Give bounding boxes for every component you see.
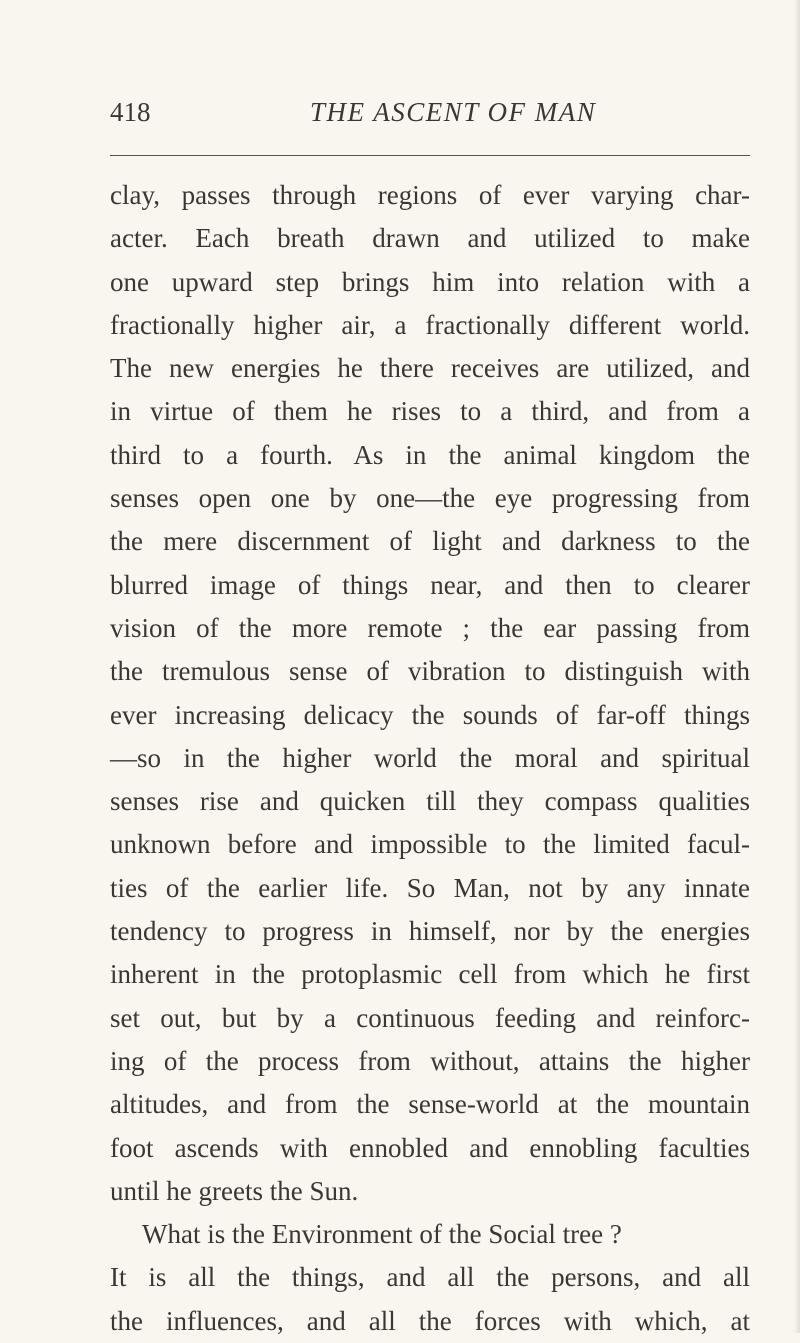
text-line: ever increasing delicacy the sounds of far-off things xyxy=(110,699,750,730)
text-line: set out, but by a continuous feeding and reinforc- xyxy=(110,1002,750,1033)
text-line: until he greets the Sun. xyxy=(110,1175,359,1206)
text-line: the influences, and all the forces with which, at xyxy=(110,1305,750,1336)
text-line: one upward step brings him into relation with a xyxy=(110,266,750,297)
page-edge-shadow xyxy=(794,0,800,1333)
text-line: the mere discernment of light and darkness to the xyxy=(110,526,750,557)
page-number: 418 xyxy=(110,97,151,127)
text-line: tendency to progress in himself, nor by the energies xyxy=(110,916,750,947)
body-text xyxy=(110,174,750,1343)
text-line: blurred image of things near, and then to clearer xyxy=(110,569,750,600)
text-line: senses open one by one—the eye progressing from xyxy=(110,483,750,514)
text-line: acter. Each breath drawn and utilized to make xyxy=(110,223,750,254)
running-title: THE ASCENT OF MAN xyxy=(310,97,597,127)
text-line: foot ascends with ennobled and ennobling faculties xyxy=(110,1132,750,1163)
text-line: fractionally higher air, a fractionally different world. xyxy=(110,309,750,340)
text-line: altitudes, and from the sense-world at the mountain xyxy=(110,1089,750,1120)
text-line: unknown before and impossible to the limited facul- xyxy=(110,829,750,860)
text-line: clay, passes through regions of ever varying char- xyxy=(110,180,750,210)
text-line: vision of the more remote ; the ear passing from xyxy=(110,612,750,643)
text-line: in virtue of them he rises to a third, and from a xyxy=(110,396,750,427)
text-line: The new energies he there receives are utilized, and xyxy=(110,353,750,384)
text-line: inherent in the protoplasmic cell from which he first xyxy=(110,959,750,990)
header-rule xyxy=(110,155,750,156)
paragraph-start-line: What is the Environment of the Social tree ? xyxy=(142,1219,622,1250)
running-head xyxy=(110,92,750,132)
text-line: It is all the things, and all the persons, and all xyxy=(110,1262,750,1293)
text-line: senses rise and quicken till they compass qualities xyxy=(110,786,750,817)
text-line: —so in the higher world the moral and spiritual xyxy=(110,742,750,773)
text-line: ing of the process from without, attains the higher xyxy=(110,1045,750,1076)
text-line: ties of the earlier life. So Man, not by any innate xyxy=(110,872,750,903)
text-line: the tremulous sense of vibration to distinguish with xyxy=(110,656,750,687)
text-line: third to a fourth. As in the animal kingdom the xyxy=(110,439,750,470)
